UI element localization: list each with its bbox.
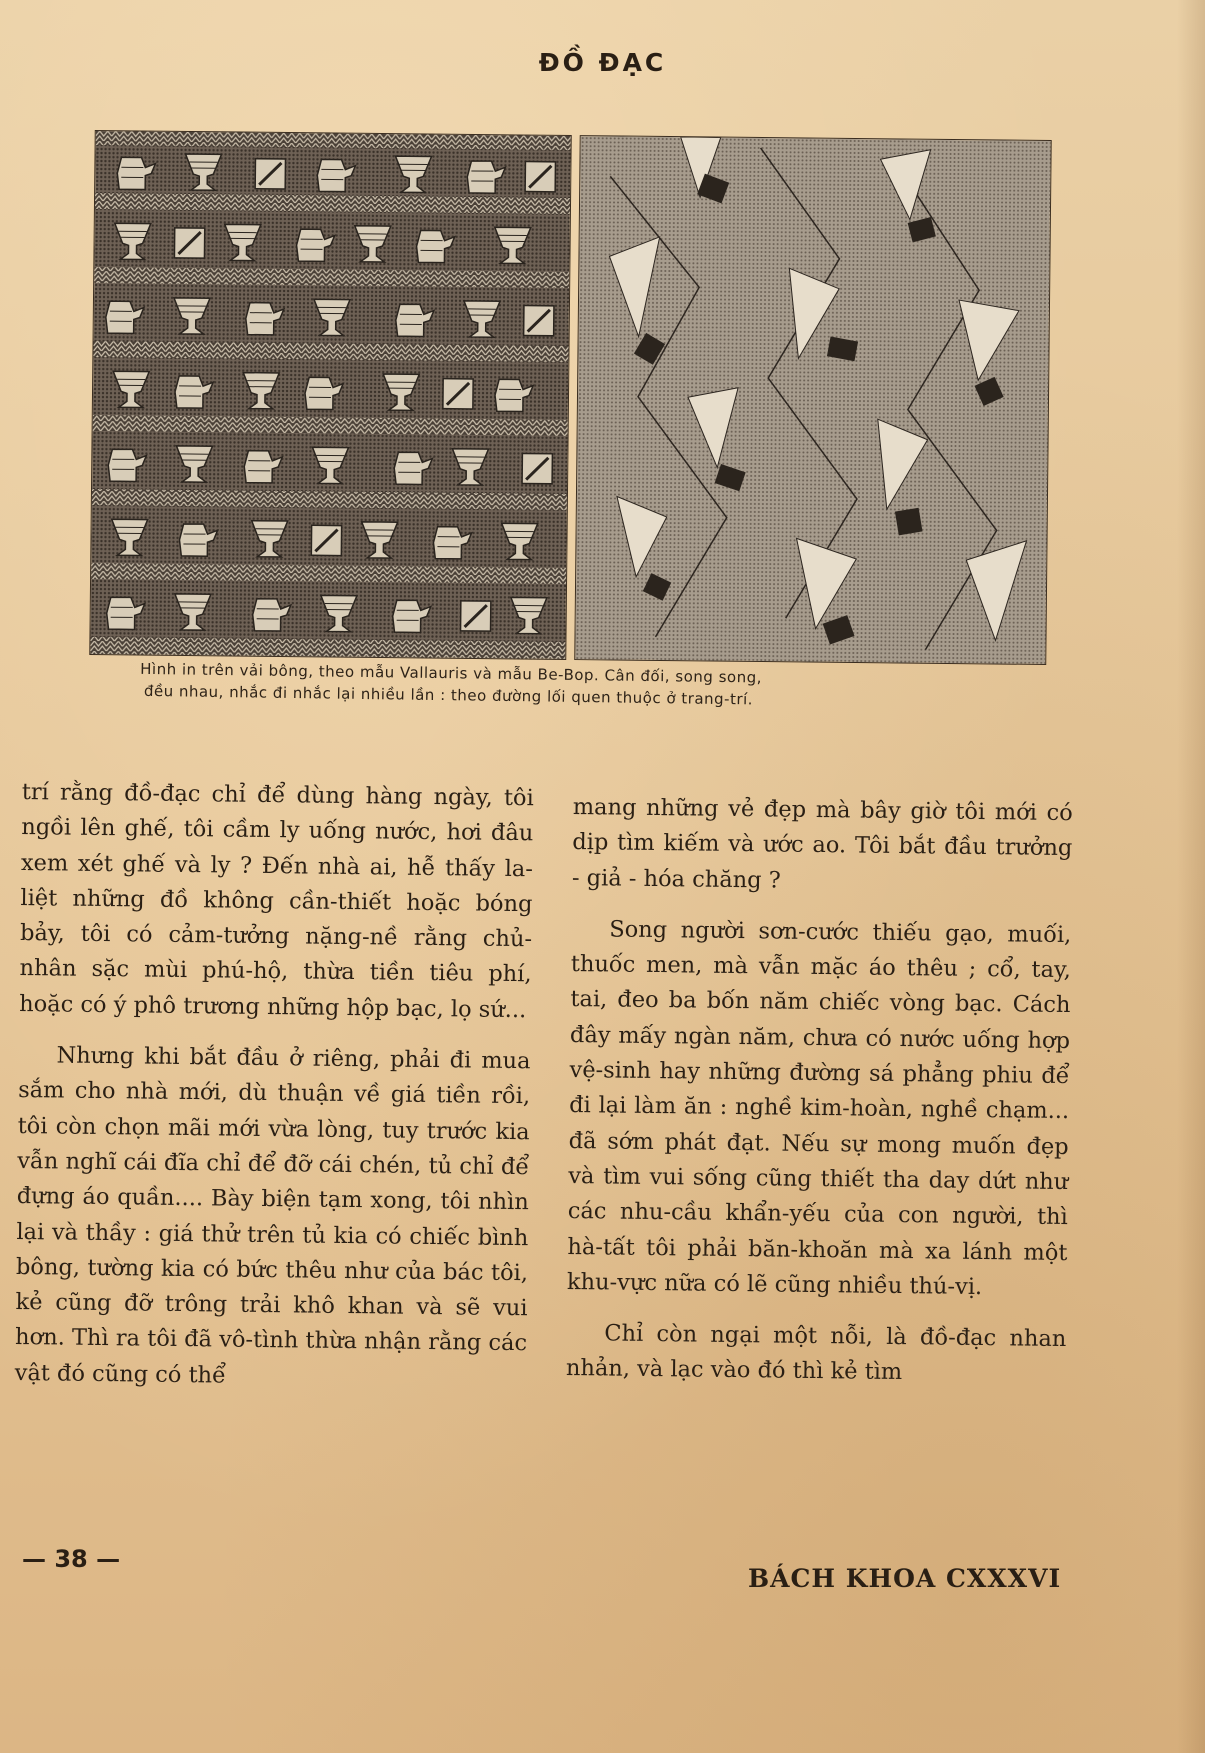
left-text-column <box>14 775 534 1413</box>
right-text-column <box>566 790 1073 1409</box>
be-bop-pattern-image <box>574 135 1051 665</box>
caption-line-2: đều nhau, nhắc đi nhắc lại nhiều lần : theo đường lối quen thuộc ở trang-trí. <box>143 681 754 709</box>
page-number: — 38 — <box>22 1545 121 1573</box>
page-title: ĐỒ ĐẠC <box>538 48 667 77</box>
right-paragraph-1: mang những vẻ đẹp mà bây giờ tôi mới có dịp tìm kiếm và ước ao. Tôi bắt đầu trưởng - giả - hóa chăng ? <box>571 793 1073 894</box>
page-edge-shadow <box>1177 0 1205 1753</box>
left-paragraph-1: trí rằng đồ-đạc chỉ để dùng hàng ngày, tôi ngồi lên ghế, tôi cầm ly uống nước, hơi đâu xem xét ghế và ly ? Đến nhà ai, hễ thấy la-liệt những đồ không cần-thiết hoặc bóng bảy, tôi có cảm-tưởng nặng-nề rằng chủ-nhân sặc mùi phú-hộ, thừa tiền tiêu phí, hoặc có ý phô trương những hộp bạc, lọ sứ... <box>19 778 534 1023</box>
left-paragraph-2: Nhưng khi bắt đầu ở riêng, phải đi mua sắm cho nhà mới, dù thuận về giá tiền rồi, tôi còn chọn mãi mới vừa lòng, tuy trước kia vẫn nghĩ cái đĩa chỉ để đỡ cái chén, tủ chỉ để đựng áo quần.... Bày biện tạm xong, tôi nhìn lại và thầy : giá thử trên tủ kia có chiếc bình bông, tường kia có bức thêu như của bác tôi, kẻ cũng đỡ trông trải khô khan và sẽ vui hơn. Thì ra tôi đã vô-tình thừa nhận rằng các vật đó cũng có thể <box>14 1042 531 1389</box>
publication-name: BÁCH KHOA CXXXVI <box>748 1564 1062 1593</box>
caption-line-1: Hình in trên vải bông, theo mẫu Vallauris và mẫu Be-Bop. Cân đối, song song, <box>140 659 763 687</box>
right-paragraph-2: Song người sơn-cước thiếu gạo, muối, thuốc men, mà vẫn mặc áo thêu ; cổ, tay, tai, đeo ba bốn năm chiếc vòng bạc. Cách đây mấy ngàn năm, chưa có nước uống hợp vệ-sinh hay những đường sá phẳng phiu để đi lại làm ăn : nghề kim-hoàn, nghề chạm... đã sớm phát đạt. Nếu sự mong muốn đẹp và tìm vui sống cũng thiết tha day dứt như các nhu-cầu khẩn-yếu của con người, thì hà-tất tôi phải băn-khoăn mà xa lánh một khu-vực nữa có lẽ cũng nhiều thú-vị. <box>566 916 1072 1300</box>
figure-caption <box>140 658 1021 714</box>
right-paragraph-3: Chỉ còn ngại một nỗi, là đồ-đạc nhan nhản, và lạc vào đó thì kẻ tìm <box>565 1320 1067 1386</box>
fabric-print-figure <box>89 130 1051 663</box>
vallauris-pattern-image <box>89 130 571 660</box>
